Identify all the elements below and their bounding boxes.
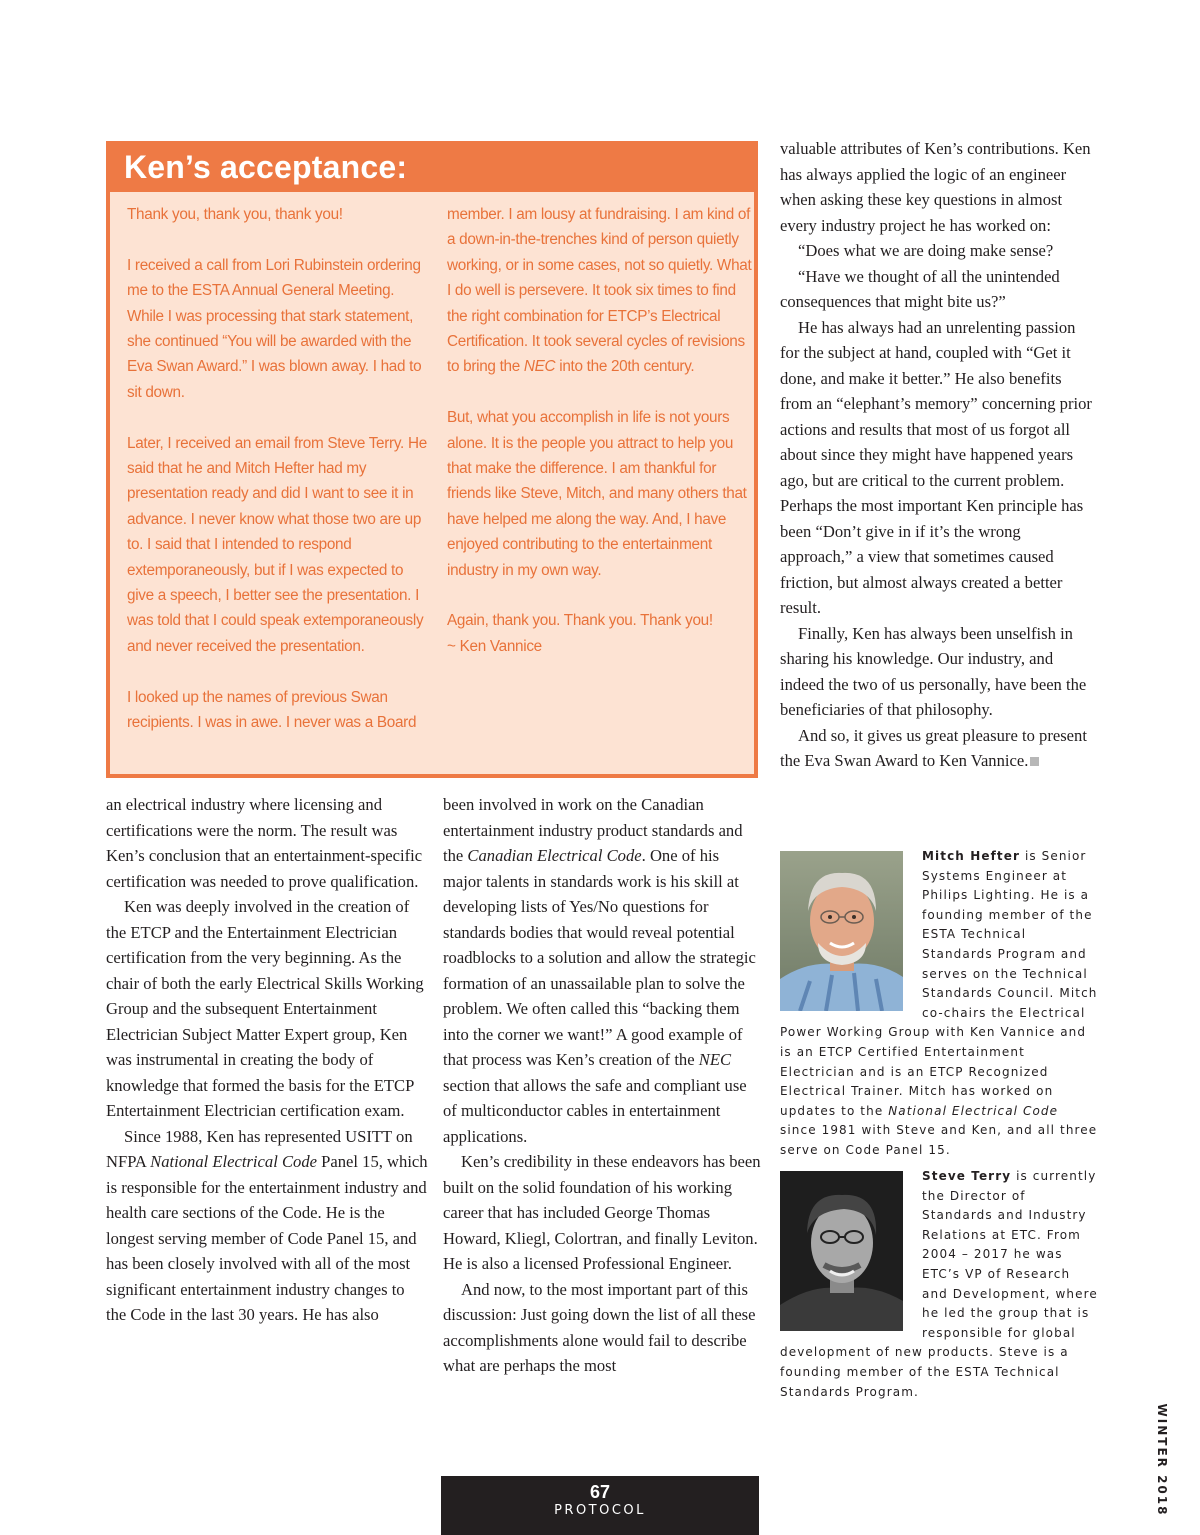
sidebar-paragraph: But, what you accomplish in life is not yours alone. It is the people you attract to help you that make the difference. I am thankful for friends like Steve, Mitch, and many others that have helped me along the way. And, I have enjoyed contributing to the entertainment industry in my own way. — [447, 409, 747, 579]
article-paragraph: Ken’s credibility in these endeavors has been built on the solid foundation of his working career that has included George Thomas Howard, Kliegl, Colortran, and finally Leviton. He is also a licensed Professional Engineer. — [443, 1152, 761, 1273]
bio-name: Mitch Hefter — [922, 849, 1021, 863]
sidebar-paragraph: member. I am lousy at fundraising. I am kind of a down-in-the-trenches kind of person quietly working, or in some cases, not so quietly. What I do well is persevere. It took six times to find the right combination for ETCP’s Electrical Certification. It took several cycles of revisions to bring the NEC into the 20th century. — [447, 206, 752, 376]
article-paragraph: “Does what we are doing make sense? — [798, 241, 1054, 260]
article-paragraph: And now, to the most important part of this discussion: Just going down the list of all these accomplishments alone would fail to describe what are perhaps the most — [443, 1279, 756, 1375]
portrait-image — [780, 1171, 903, 1331]
sidebar-paragraph: I looked up the names of previous Swan recipients. I was in awe. I never was a Board — [127, 688, 417, 732]
article-paragraph: valuable attributes of Ken’s contributions. Ken has always applied the logic of an engineer when asking these key questions in almost every industry project he has worked on: — [780, 139, 1091, 235]
article-paragraph: And so, it gives us great pleasure to present the Eva Swan Award to Ken Vannice. — [780, 725, 1087, 770]
sidebar-paragraph: I received a call from Lori Rubinstein ordering me to the ESTA Annual General Meeting. While I was processing that stark statement, she continued “You will be awarded with the Eva Swan Award.” I was blown away. I had to sit down. — [127, 256, 422, 401]
author-bio-steve: Steve Terry is currently the Director of Standards and Industry Relations at ETC. From 2004 – 2017 he was ETC’s VP of Research and Development, where he led the group that is responsible for global development of new products. Steve is a founding member of the ESTA Technical Standards Program. — [780, 1169, 1098, 1399]
sidebar-paragraph: Thank you, thank you, thank you! — [127, 206, 343, 223]
issue-label — [1152, 1403, 1172, 1517]
steve-terry-photo — [780, 1171, 903, 1331]
sidebar-column-1 — [127, 202, 432, 761]
sidebar-column-2 — [447, 202, 752, 659]
article-paragraph: He has always had an unrelenting passion for the subject at hand, coupled with “Get it done, and make it better.” He also benefits from an “elephant’s memory” concerning prior actions and results that most of us forgot all about since they might have happened years ago, but are critical to the current problem. Perhaps the most important Ken principle has been “Don’t give in if it’s the wrong approach,” a view that sometimes caused friction, but almost always created a better result. — [780, 317, 1092, 617]
article-paragraph: Finally, Ken has always been unselfish in sharing his knowledge. Our industry, and indeed the two of us personally, have been the beneficiaries of that philosophy. — [780, 623, 1087, 719]
article-paragraph: Since 1988, Ken has represented USITT on NFPA National Electrical Code Panel 15, which is responsible for the entertainment industry and health care sections of the Code. He is the longest serving member of Code Panel 15, and has been closely involved with all of the most significant entertainment industry changes to the Code in the last 30 years. He has also — [106, 1126, 428, 1324]
article-paragraph: an electrical industry where licensing and certifications were the norm. The result was Ken’s conclusion that an entertainment-specific certification was needed to prove qualification. — [106, 795, 423, 891]
sidebar-paragraph: Later, I received an email from Steve Terry. He said that he and Mitch Hefter had my presentation ready and did I want to see it in advance. I never know what those two are up to. I said that I intended to respond extemporaneously, but if I was expected to give a speech, I better see the presentation. I was told that I could speak extemporaneously and never received the presentation. — [127, 434, 427, 655]
sidebar-title: Ken’s acceptance: — [124, 149, 408, 185]
page-footer — [441, 1476, 759, 1535]
article-column-3 — [780, 136, 1096, 774]
issue-text: WINTER 2018 — [1155, 1403, 1169, 1517]
end-of-article-mark — [1030, 757, 1039, 766]
mitch-hefter-photo — [780, 851, 903, 1011]
article-column-2 — [443, 792, 761, 1379]
article-paragraph: been involved in work on the Canadian entertainment industry product standards and the Canadian Electrical Code. One of his major talents in standards work is his skill at developing lists of Yes/No questions for standards bodies that would reveal potential roadblocks to a solution and allow the strategic formation of an unassailable plan to solve the problem. We often called this “backing them into the corner we want!” A good example of that process was Ken’s creation of the NEC section that allows the safe and compliant use of multiconductor cables in entertainment applications. — [443, 795, 756, 1146]
article-paragraph: Ken was deeply involved in the creation of the ETCP and the Entertainment Electrician certification from the very beginning. As the chair of both the early Electrical Skills Working Group and the subsequent Entertainment Electrician Subject Matter Expert group, Ken was instrumental in creating the body of knowledge that formed the basis for the ETCP Entertainment Electrician certification exam. — [106, 897, 424, 1120]
bio-name: Steve Terry — [922, 1169, 1012, 1183]
page-number: 67 — [589, 1482, 611, 1502]
publication-name: PROTOCOL — [554, 1503, 646, 1518]
sidebar-signature: ~ Ken Vannice — [447, 637, 542, 655]
acceptance-sidebar — [106, 141, 758, 778]
portrait-image — [780, 851, 903, 1011]
sidebar-closing: Again, thank you. Thank you. Thank you! ~ Ken Vannice — [447, 612, 713, 655]
article-column-1 — [106, 792, 428, 1328]
author-bio-mitch: Mitch Hefter is Senior Systems Engineer at Philips Lighting. He is a founding member of the ESTA Technical Standards Program and serves on the Technical Standards Council. Mitch co-chairs the Electrical Power Working Group with Ken Vannice and is an ETCP Certified Entertainment Electrician and is an ETCP Recognized Electrical Trainer. Mitch has worked on updates to the National Electrical Code since 1981 with Steve and Ken, and all three serve on Code Panel 15. — [780, 849, 1098, 1157]
article-paragraph: “Have we thought of all the unintended consequences that might bite us?” — [780, 266, 1060, 311]
sidebar-body — [110, 192, 754, 774]
